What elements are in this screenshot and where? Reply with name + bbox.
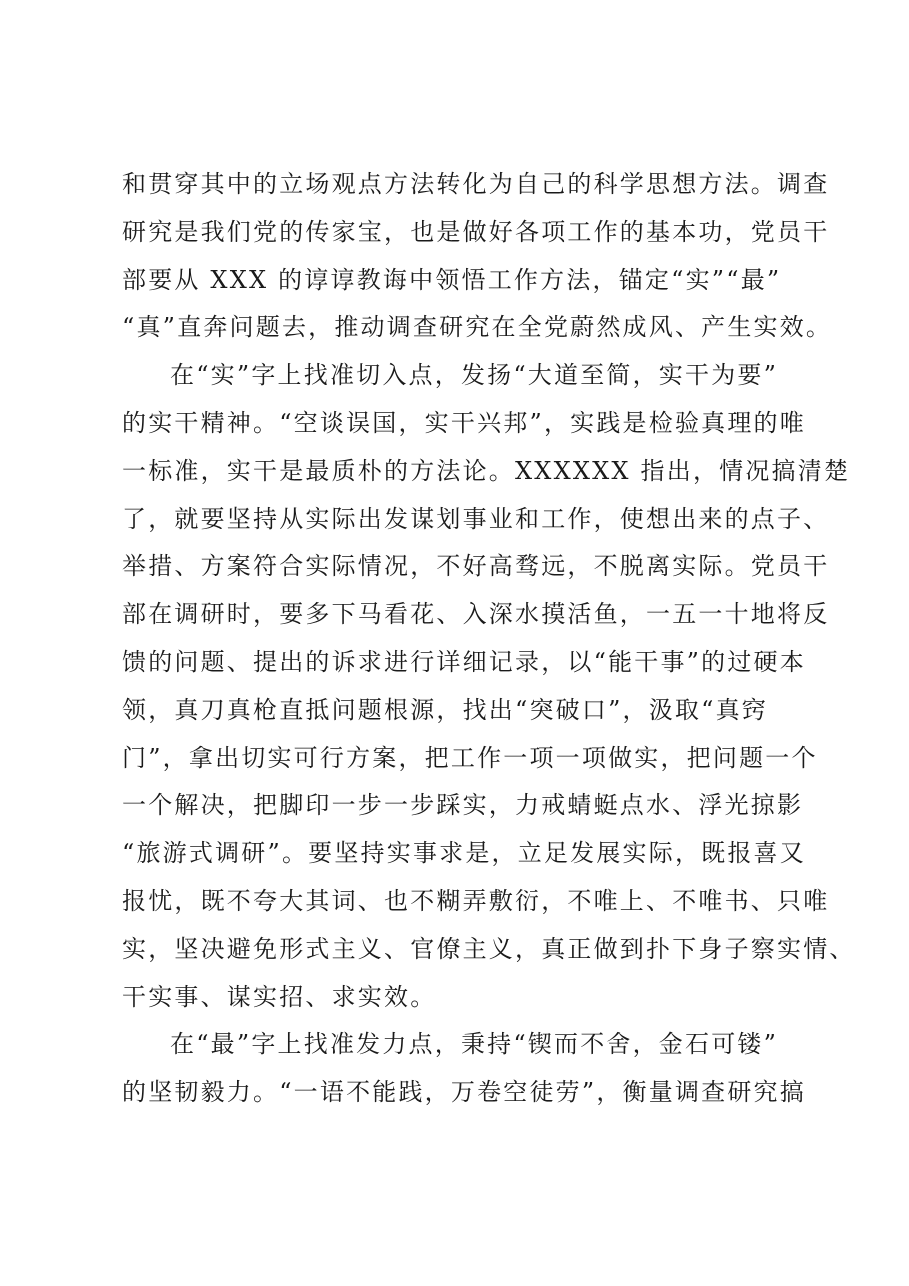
text-line: 的坚韧毅力。“一语不能践，万卷空徒劳”，衡量调查研究搞: [122, 1078, 806, 1107]
text-line: 干实事、谋实招、求实效。: [122, 982, 437, 1011]
text-line: 一个解决，把脚印一步一步踩实，力戒蜻蜓点水、浮光掠影: [122, 791, 804, 820]
text-line: 的实干精神。“空谈误国，实干兴邦”，实践是检验真理的唯: [122, 408, 806, 437]
text-line: 一标准，实干是最质朴的方法论。XXXXXX 指出，情况搞清楚: [122, 456, 851, 485]
text-line: 研究是我们党的传家宝，也是做好各项工作的基本功，党员干: [122, 217, 830, 246]
paragraph-1: [122, 161, 833, 352]
text-line: 在“最”字上找准发力点，秉持“锲而不舍，金石可镂”: [170, 1030, 779, 1059]
text-line: 部在调研时，要多下马看花、入深水摸活鱼，一五一十地将反: [122, 600, 830, 629]
document-body: [122, 161, 856, 1117]
text-line: 了，就要坚持从实际出发谋划事业和工作，使想出来的点子、: [122, 504, 830, 533]
text-line: 举措、方案符合实际情况，不好高骛远，不脱离实际。党员干: [122, 552, 830, 581]
text-line: “真”直奔问题去，推动调查研究在全党蔚然成风、产生实效。: [122, 313, 833, 342]
text-line: 部要从 XXX 的谆谆教诲中领悟工作方法，锚定“实”“最”: [122, 265, 782, 294]
text-line: 实，坚决避免形式主义、官僚主义，真正做到扑下身子察实情、: [122, 934, 856, 963]
text-line: 报忧，既不夸大其词、也不糊弄敷衍，不唯上、不唯书、只唯: [122, 886, 830, 915]
text-line: 领，真刀真枪直抵问题根源，找出“突破口”，汲取“真窍: [122, 695, 769, 724]
text-line: 在“实”字上找准切入点，发扬“大道至简，实干为要”: [170, 361, 779, 390]
paragraph-2: [122, 352, 856, 1021]
text-line: “旅游式调研”。要坚持实事求是，立足发展实际，既报喜又: [122, 839, 806, 868]
text-line: 馈的问题、提出的诉求进行详细记录，以“能干事”的过硬本: [122, 647, 806, 676]
text-line: 门”，拿出切实可行方案，把工作一项一项做实，把问题一个: [122, 743, 818, 772]
paragraph-3: [122, 1021, 822, 1117]
text-line: 和贯穿其中的立场观点方法转化为自己的科学思想方法。调查: [122, 170, 830, 198]
